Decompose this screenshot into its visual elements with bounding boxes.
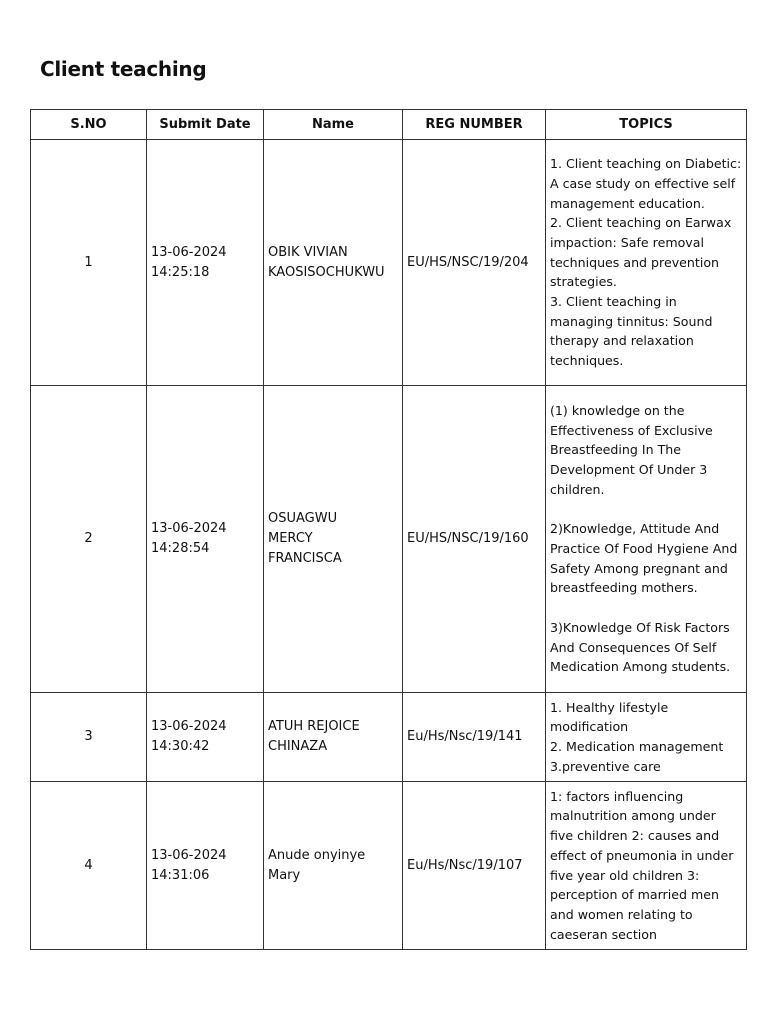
cell-sno: 4: [31, 782, 147, 950]
cell-name: ATUH REJOICE CHINAZA: [264, 693, 403, 782]
cell-topics: 1: factors influencing malnutrition among under five children 2: causes and effect of pneumonia in under five year old children 3: perception of married men and women relating to caeseran section: [546, 782, 747, 950]
cell-topics: 1. Client teaching on Diabetic: A case study on effective self management education. 2. Client teaching on Earwax impaction: Safe removal techniques and prevention strategies. 3. Client teaching in managing tinnitus: Sound therapy and relaxation techniques.: [546, 140, 747, 386]
cell-submit-date: 13-06-2024 14:31:06: [147, 782, 264, 950]
table-header-row: [31, 110, 747, 140]
header-reg-number: REG NUMBER: [403, 110, 546, 140]
page-title: Client teaching: [40, 57, 207, 81]
cell-submit-date: 13-06-2024 14:25:18: [147, 140, 264, 386]
cell-sno: 3: [31, 693, 147, 782]
cell-reg-number: Eu/Hs/Nsc/19/141: [403, 693, 546, 782]
cell-name: OSUAGWU MERCY FRANCISCA: [264, 386, 403, 693]
cell-reg-number: EU/HS/NSC/19/204: [403, 140, 546, 386]
table-row: [31, 140, 747, 386]
cell-sno: 1: [31, 140, 147, 386]
table-row: [31, 782, 747, 950]
client-teaching-table: [30, 109, 747, 950]
table-row: [31, 693, 747, 782]
cell-topics: (1) knowledge on the Effectiveness of Exclusive Breastfeeding In The Development Of Under 3 children. 2)Knowledge, Attitude And Practice Of Food Hygiene And Safety Among pregnant and breastfeeding mothers. 3)Knowledge Of Risk Factors And Consequences Of Self Medication Among students.: [546, 386, 747, 693]
cell-name: OBIK VIVIAN KAOSISOCHUKWU: [264, 140, 403, 386]
cell-submit-date: 13-06-2024 14:30:42: [147, 693, 264, 782]
cell-reg-number: EU/HS/NSC/19/160: [403, 386, 546, 693]
table-row: [31, 386, 747, 693]
cell-submit-date: 13-06-2024 14:28:54: [147, 386, 264, 693]
header-submit-date: Submit Date: [147, 110, 264, 140]
header-topics: TOPICS: [546, 110, 747, 140]
cell-name: Anude onyinye Mary: [264, 782, 403, 950]
cell-sno: 2: [31, 386, 147, 693]
cell-topics: 1. Healthy lifestyle modification 2. Medication management 3.preventive care: [546, 693, 747, 782]
cell-reg-number: Eu/Hs/Nsc/19/107: [403, 782, 546, 950]
header-sno: S.NO: [31, 110, 147, 140]
header-name: Name: [264, 110, 403, 140]
